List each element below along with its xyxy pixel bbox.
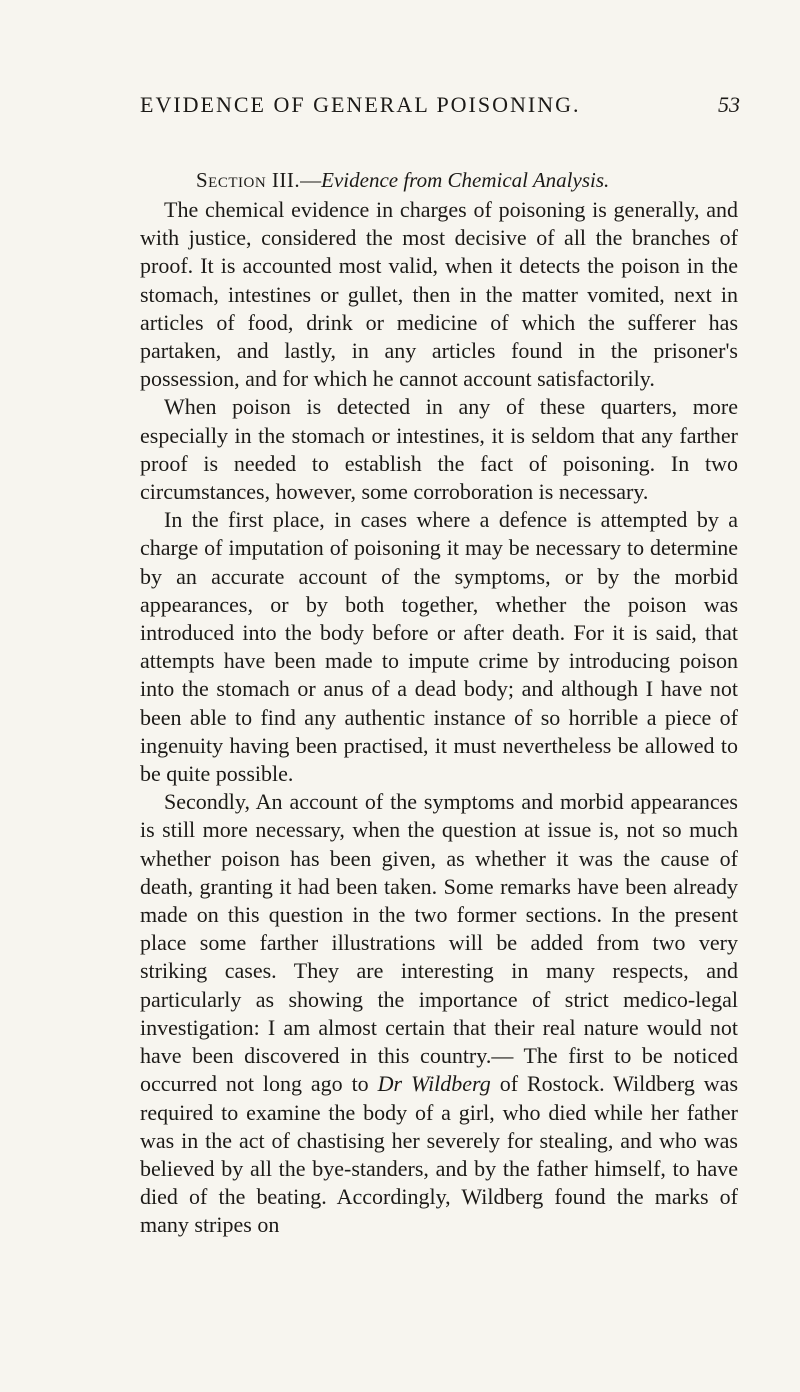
- section-heading: [196, 168, 609, 193]
- paragraph-2: When poison is detected in any of these quarters, more especially in the stomach or intestines, it is seldom that any farther proof is needed to establish the fact of poisoning. In two circumstances, however, some corroboration is necessary.: [140, 394, 738, 505]
- section-dash: —: [300, 168, 322, 192]
- paragraph-4-text-b: of Rostock. Wildberg was required to examine the body of a girl, who died while her father was in the act of chastising her severely for stealing, and who was believed by all the bye-standers, and by the father himself, to have died of the beating. Accordingly, Wildberg found the marks of many stripes on: [140, 1071, 739, 1238]
- paragraph-1: The chemical evidence in charges of poisoning is generally, and with justice, considered the most decisive of all the branches of proof. It is accounted most valid, when it detects the poison in the stomach, intestines or gullet, then in the matter vomited, next in articles of food, drink or medicine of which the sufferer has partaken, and lastly, in any articles found in the prisoner's possession, and for which he cannot account satisfactorily.: [140, 197, 738, 392]
- page-header: [140, 86, 740, 126]
- page-number: 53: [718, 92, 740, 117]
- body-text: [140, 196, 738, 1240]
- paragraph-4: [140, 788, 738, 1239]
- section-subtitle: Evidence from Chemical Analysis.: [321, 168, 610, 192]
- paragraph-3: In the first place, in cases where a defence is attempted by a charge of imputation of poisoning it may be necessary to determine by an accurate account of the symptoms, or by the morbid appearances, or by both together, whether the poison was introduced into the body before or after death. For it is said, that attempts have been made to impute crime by introducing poison into the stomach or anus of a dead body; and although I have not been able to find any authentic instance of so horrible a piece of ingenuity having been practised, it must nevertheless be allowed to be quite possible.: [140, 507, 738, 787]
- running-head: EVIDENCE OF GENERAL POISONING.: [140, 92, 581, 117]
- paragraph-4-text-a: Secondly, An account of the symptoms and morbid appearances is still more necessary, when the question at issue is, not so much whether poison has been given, as whether it was the cause of death, granting it had been taken. Some remarks have been already made on this question in the two former sections. In the present place some farther illustrations will be added from two very striking cases. They are interesting in many respects, and particularly as showing the importance of strict medico-legal investigation: I am almost certain that their real nature would not have been discovered in this country.— The first to be noticed occurred not long ago to: [140, 789, 738, 1097]
- section-label: Section III.: [196, 168, 301, 192]
- person-name: Dr Wildberg: [377, 1071, 491, 1097]
